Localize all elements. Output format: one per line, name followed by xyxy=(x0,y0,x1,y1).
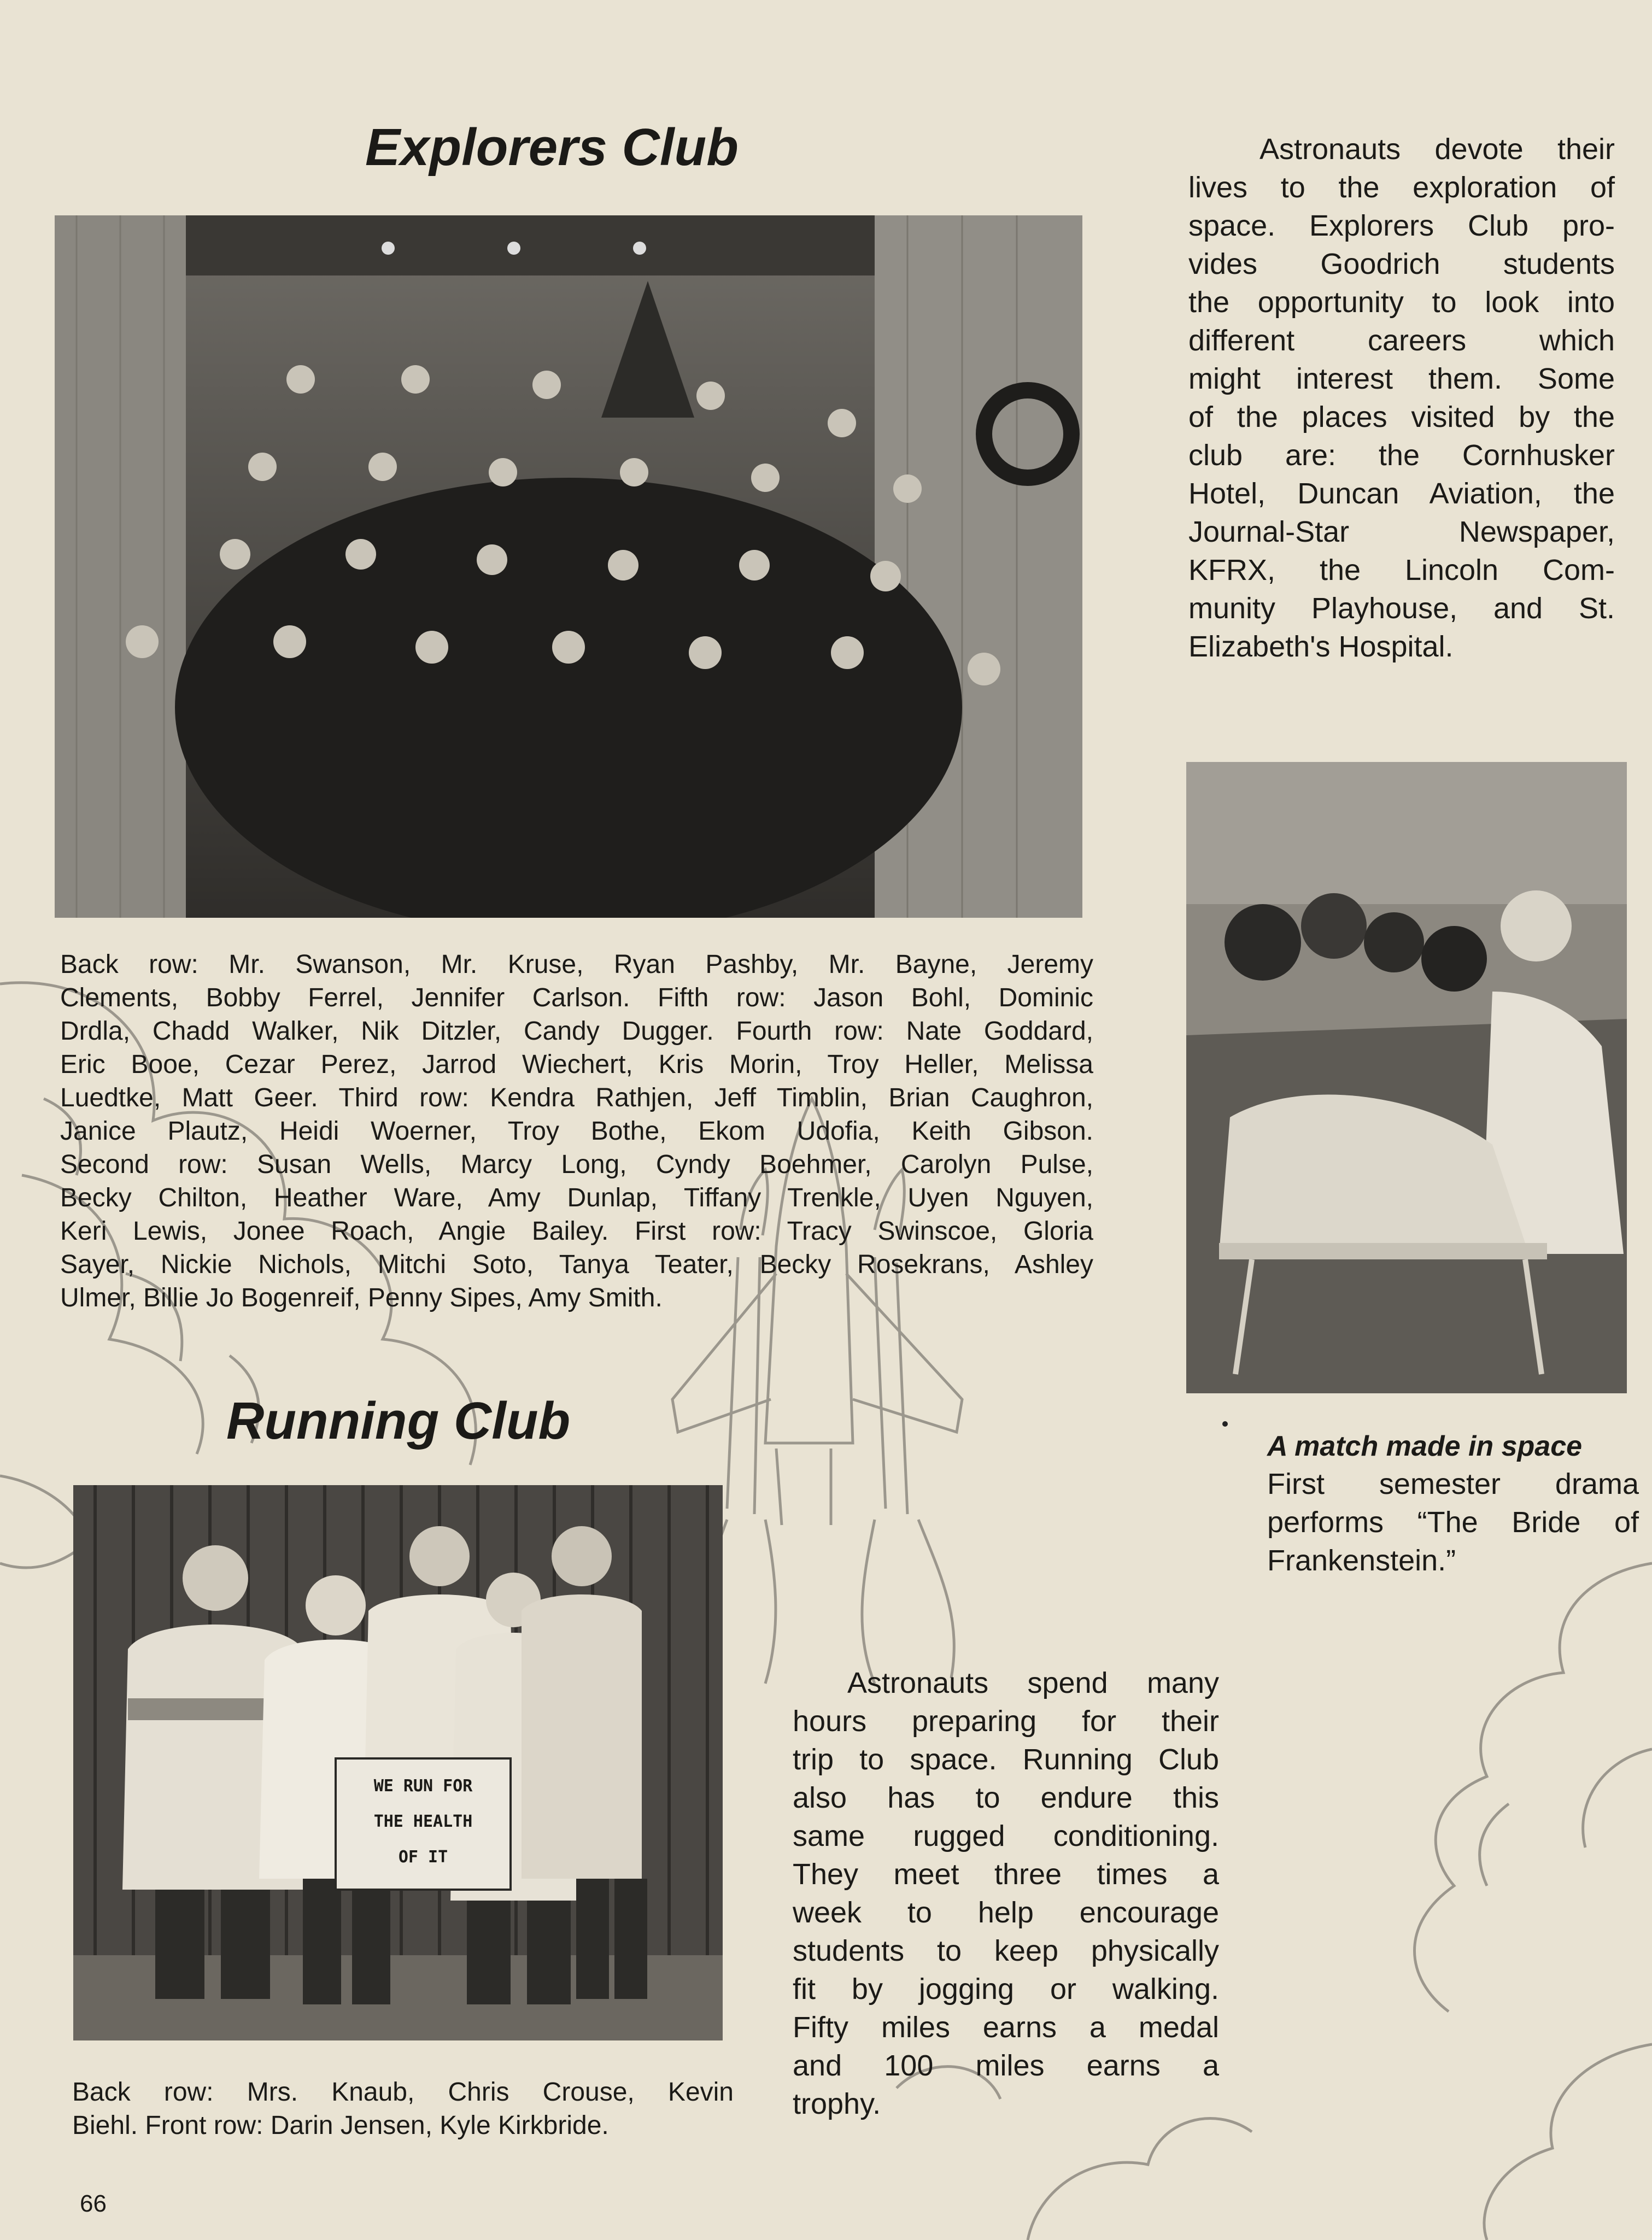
drama-caption-title: A match made in space xyxy=(1267,1430,1583,1462)
story-line: Fifty miles earns a medal xyxy=(793,2011,1219,2044)
drama-caption-line: First semester drama xyxy=(1267,1468,1639,1500)
caption-line: Becky Chilton, Heather Ware, Amy Dunlap, Tiffany Trenkle, Uyen Nguyen, xyxy=(60,1183,1093,1212)
story-line: of the places visited by the xyxy=(1188,401,1615,433)
caption-line: Eric Booe, Cezar Perez, Jarrod Wiechert, Kris Morin, Troy Heller, Melissa xyxy=(60,1050,1093,1079)
caption-line: Clements, Bobby Ferrel, Jennifer Carlson. Fifth row: Jason Bohl, Dominic xyxy=(60,983,1093,1012)
caption-line: Biehl. Front row: Darin Jensen, Kyle Kirkbride. xyxy=(72,2111,609,2140)
explorers-club-photo xyxy=(55,215,1082,918)
story-line: week to help encourage xyxy=(793,1896,1219,1929)
bullet-dot xyxy=(1222,1421,1228,1427)
story-line: lives to the exploration of xyxy=(1188,171,1615,204)
caption-line: Sayer, Nickie Nichols, Mitchi Soto, Tanya Teater, Becky Rosekrans, Ashley xyxy=(60,1250,1093,1279)
story-line: Hotel, Duncan Aviation, the xyxy=(1188,477,1615,510)
drama-photo xyxy=(1186,762,1627,1393)
running-club-story xyxy=(793,1664,1219,2123)
story-line: might interest them. Some xyxy=(1188,362,1615,395)
explorers-club-title: Explorers Club xyxy=(365,118,739,177)
running-club-photo xyxy=(73,1485,723,2040)
caption-line: Ulmer, Billie Jo Bogenreif, Penny Sipes, Amy Smith. xyxy=(60,1283,663,1312)
story-line: Astronauts devote their xyxy=(1259,133,1615,166)
story-line: different careers which xyxy=(1188,324,1615,357)
explorers-club-caption xyxy=(60,948,1093,1315)
story-line: Elizabeth's Hospital. xyxy=(1188,630,1454,663)
story-line: trip to space. Running Club xyxy=(793,1743,1219,1776)
story-line: They meet three times a xyxy=(793,1858,1219,1891)
sign-line-2: THE HEALTH xyxy=(373,1812,473,1831)
caption-line: Janice Plautz, Heidi Woerner, Troy Bothe, Ekom Udofia, Keith Gibson. xyxy=(60,1117,1093,1146)
caption-line: Back row: Mr. Swanson, Mr. Kruse, Ryan Pashby, Mr. Bayne, Jeremy xyxy=(60,950,1093,979)
running-club-title: Running Club xyxy=(226,1392,571,1450)
caption-line: Luedtke, Matt Geer. Third row: Kendra Rathjen, Jeff Timblin, Brian Caughron, xyxy=(60,1083,1093,1112)
caption-line: Drdla, Chadd Walker, Nik Ditzler, Candy Dugger. Fourth row: Nate Goddard, xyxy=(60,1017,1093,1046)
story-line: space. Explorers Club pro- xyxy=(1188,209,1615,242)
caption-line: Back row: Mrs. Knaub, Chris Crouse, Kevin xyxy=(72,2078,734,2107)
running-club-caption xyxy=(72,2075,734,2142)
story-line: trophy. xyxy=(793,2087,881,2120)
story-line: Astronauts spend many xyxy=(847,1667,1219,1699)
drama-caption-line: performs “The Bride of xyxy=(1267,1506,1639,1539)
story-line: same rugged conditioning. xyxy=(793,1820,1219,1852)
story-line: munity Playhouse, and St. xyxy=(1188,592,1615,625)
story-line: hours preparing for their xyxy=(793,1705,1219,1738)
story-line: vides Goodrich students xyxy=(1188,248,1615,280)
story-line: students to keep physically xyxy=(793,1934,1219,1967)
page-number: 66 xyxy=(80,2190,107,2217)
story-line: KFRX, the Lincoln Com- xyxy=(1188,554,1615,587)
drama-caption xyxy=(1267,1465,1639,1580)
story-line: club are: the Cornhusker xyxy=(1188,439,1615,472)
sign-line-3: OF IT xyxy=(398,1848,448,1867)
caption-line: Second row: Susan Wells, Marcy Long, Cyndy Boehmer, Carolyn Pulse, xyxy=(60,1150,1093,1179)
story-line: and 100 miles earns a xyxy=(793,2049,1219,2082)
story-line: the opportunity to look into xyxy=(1188,286,1615,319)
explorers-club-story xyxy=(1188,130,1615,666)
story-line: Journal-Star Newspaper, xyxy=(1188,515,1615,548)
caption-line: Keri Lewis, Jonee Roach, Angie Bailey. First row: Tracy Swinscoe, Gloria xyxy=(60,1217,1093,1246)
drama-caption-line: Frankenstein.” xyxy=(1267,1544,1456,1577)
story-line: fit by jogging or walking. xyxy=(793,1973,1219,2006)
story-line: also has to endure this xyxy=(793,1781,1219,1814)
sign-line-1: WE RUN FOR xyxy=(373,1776,473,1796)
